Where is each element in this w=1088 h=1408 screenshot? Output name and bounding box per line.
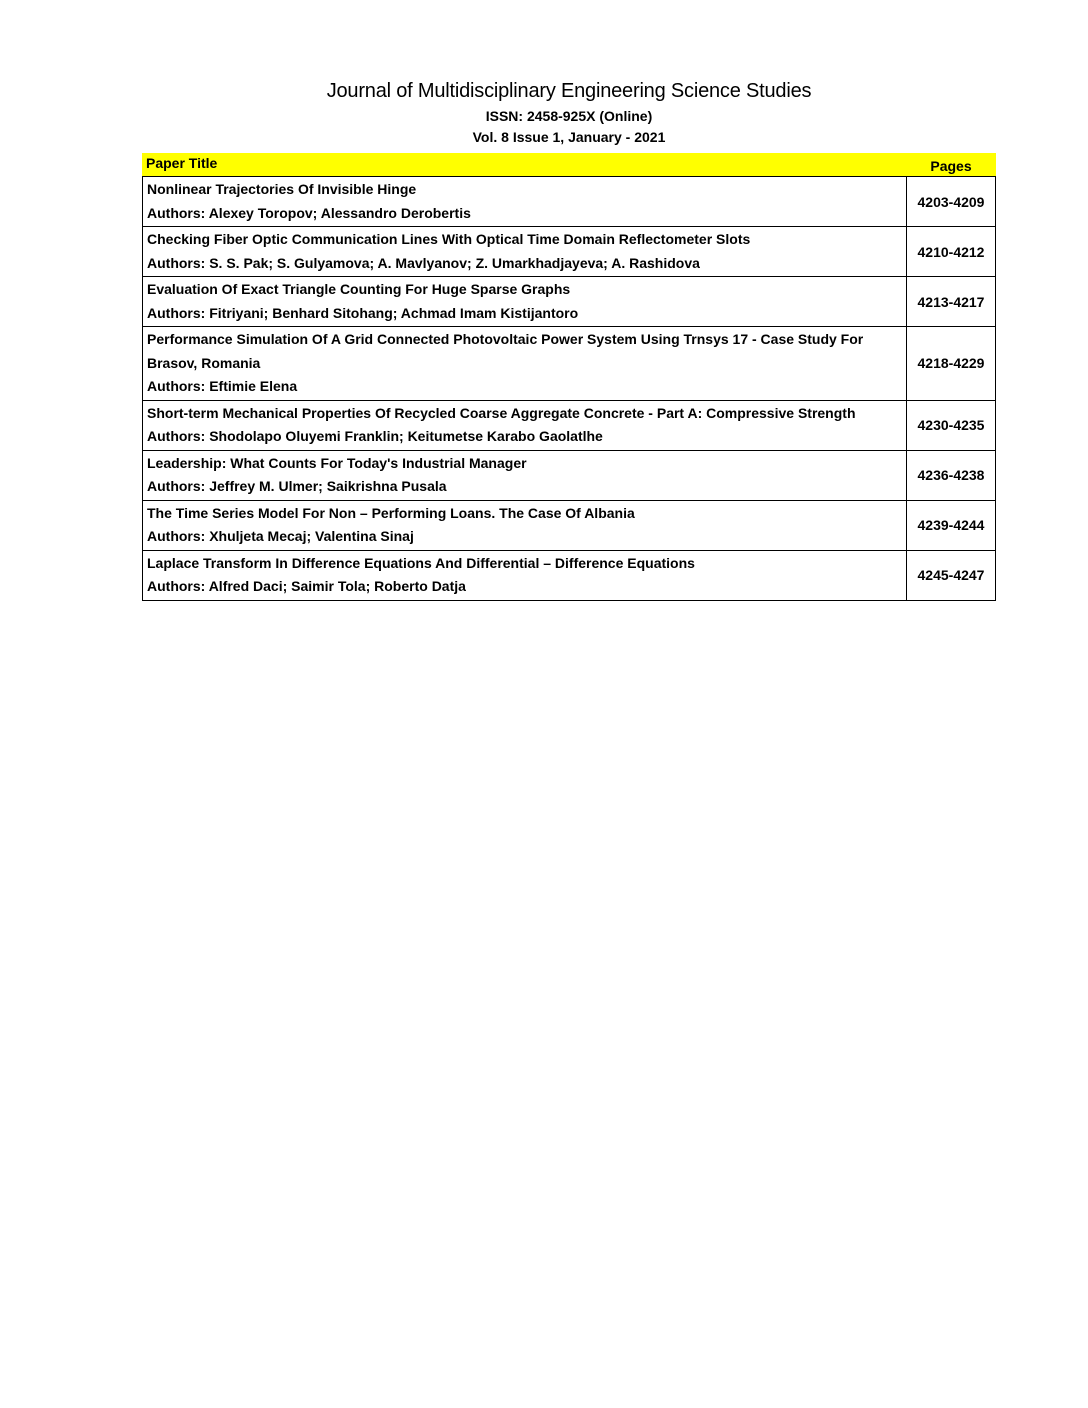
paper-title: Nonlinear Trajectories Of Invisible Hinge [147, 181, 417, 197]
table-row [143, 401, 995, 451]
table-row [143, 227, 995, 277]
table-of-contents [142, 153, 996, 601]
table-row [143, 177, 995, 227]
paper-pages: 4239-4244 [906, 501, 995, 550]
paper-pages: 4230-4235 [906, 401, 995, 450]
paper-authors: Authors: S. S. Pak; S. Gulyamova; A. Mavlyanov; Z. Umarkhadjayeva; A. Rashidova [147, 254, 700, 271]
table-header-row [142, 153, 996, 176]
paper-pages: 4210-4212 [906, 227, 995, 276]
paper-pages: 4236-4238 [906, 451, 995, 500]
paper-cell [143, 401, 906, 450]
paper-cell [143, 227, 906, 276]
column-header-pages: Pages [930, 158, 972, 174]
paper-pages: 4203-4209 [906, 177, 995, 226]
paper-title: Checking Fiber Optic Communication Lines With Optical Time Domain Reflectometer Slots [147, 231, 751, 247]
paper-title: Leadership: What Counts For Today's Industrial Manager [147, 454, 527, 471]
table-row [143, 551, 995, 600]
paper-authors: Authors: Jeffrey M. Ulmer; Saikrishna Pusala [147, 478, 447, 494]
table-row [143, 327, 995, 401]
paper-title: Performance Simulation Of A Grid Connected Photovoltaic Power System Using Trnsys 17 - Case Study For Brasov, Romania [147, 331, 864, 371]
paper-pages: 4218-4229 [906, 327, 995, 400]
paper-authors: Authors: Eftimie Elena [147, 378, 298, 394]
paper-cell [143, 451, 906, 500]
paper-authors: Authors: Shodolapo Oluyemi Franklin; Keitumetse Karabo Gaolatlhe [147, 428, 603, 444]
paper-authors: Authors: Xhuljeta Mecaj; Valentina Sinaj [147, 528, 414, 544]
paper-authors: Authors: Fitriyani; Benhard Sitohang; Achmad Imam Kistijantoro [147, 304, 579, 321]
table-body [142, 176, 996, 601]
paper-authors: Authors: Alexey Toropov; Alessandro Derobertis [147, 204, 471, 221]
paper-cell [143, 501, 906, 550]
paper-title: The Time Series Model For Non – Performing Loans. The Case Of Albania [147, 504, 635, 521]
paper-cell [143, 327, 906, 400]
paper-cell [143, 551, 906, 600]
paper-title: Evaluation Of Exact Triangle Counting For Huge Sparse Graphs [147, 281, 571, 297]
volume-issue-line: Vol. 8 Issue 1, January - 2021 [472, 129, 666, 145]
table-row [143, 451, 995, 501]
document-header [0, 78, 1088, 147]
table-row [143, 501, 995, 551]
table-row [143, 277, 995, 327]
column-header-paper-title: Paper Title [146, 155, 218, 171]
paper-pages: 4213-4217 [906, 277, 995, 326]
paper-pages: 4245-4247 [906, 551, 995, 600]
paper-title: Short-term Mechanical Properties Of Recycled Coarse Aggregate Concrete - Part A: Compressive Strength [147, 404, 856, 421]
paper-title: Laplace Transform In Difference Equations And Differential – Difference Equations [147, 554, 695, 571]
issn-line: ISSN: 2458-925X (Online) [485, 108, 653, 124]
paper-cell [143, 177, 906, 226]
paper-authors: Authors: Alfred Daci; Saimir Tola; Roberto Datja [147, 578, 466, 594]
journal-title: Journal of Multidisciplinary Engineering Science Studies [326, 80, 812, 102]
paper-cell [143, 277, 906, 326]
